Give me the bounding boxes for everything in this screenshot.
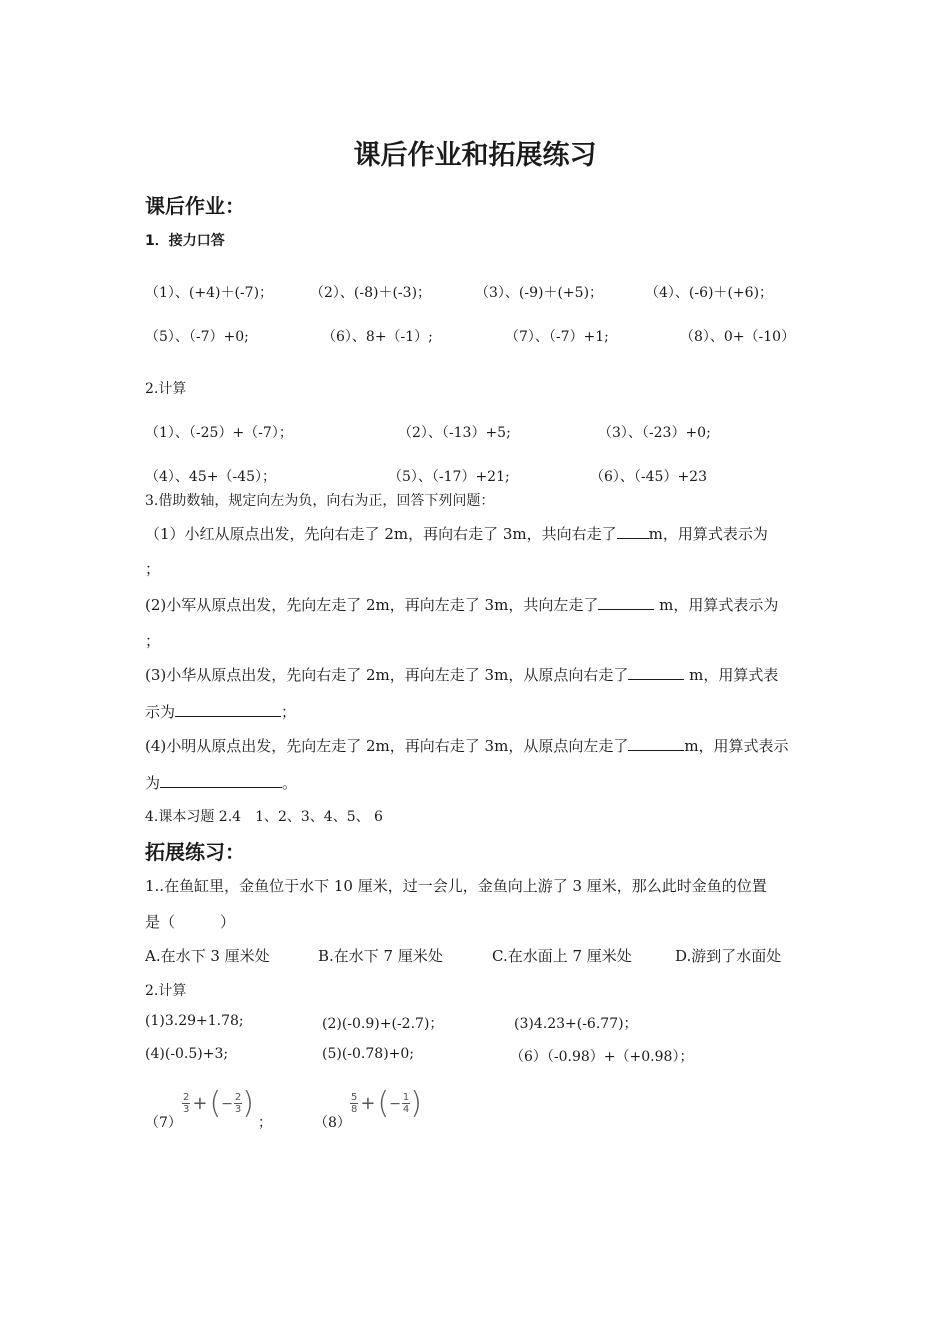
ext-q2-item-7-label: （7） — [145, 1115, 182, 1131]
ext-q2-item-7-sep: ； — [258, 1115, 272, 1131]
hw-q3-p2-end: ； — [145, 632, 161, 650]
fraction: $\frac{2}{3}$ — [234, 1092, 242, 1115]
hw-q1-item-4: （4）、(-6)＋(+6)； — [645, 285, 774, 301]
right-paren: ) — [410, 1085, 423, 1121]
hw-q1-item-2: （2）、(-8)＋(-3)； — [310, 285, 432, 301]
left-paren: ( — [377, 1085, 390, 1121]
ext-q1-option-b: B.在水下 7 厘米处 — [318, 947, 443, 965]
hw-q3-p4-text-b: m，用算式表示 — [684, 737, 789, 755]
hw-q3-p3-text-d: ； — [281, 703, 297, 721]
hw-q1-item-7: （7）、（-7）+1; — [505, 329, 609, 345]
hw-q1-item-6: （6）、8+（-1）; — [322, 329, 433, 345]
homework-heading: 课后作业： — [145, 194, 245, 218]
right-paren: ) — [242, 1085, 255, 1121]
hw-q3-part-4-cont — [145, 772, 297, 793]
hw-q2-title: 2.计算 — [145, 381, 187, 397]
ext-q2-item-3: (3)4.23+(-6.77)； — [514, 1016, 638, 1032]
ext-q1-option-d: D.游到了水面处 — [675, 947, 782, 965]
ext-q1-option-c: C.在水面上 7 厘米处 — [492, 947, 632, 965]
hw-q3-p1-text-a: （1）小红从原点出发，先向右走了 2m，再向右走了 3m，共向右走了 — [145, 525, 617, 543]
hw-q2-item-2: （2）、（-13）+5; — [398, 425, 511, 441]
answer-blank[interactable] — [628, 664, 684, 680]
ext-q2-item-8-formula: $\frac{5}{8}$ + ( − $\frac{1}{4}$ ) — [351, 1085, 423, 1121]
ext-q1-option-a: A.在水下 3 厘米处 — [145, 947, 270, 965]
hw-q2-item-1: （1）、（-25）+（-7）； — [145, 425, 293, 441]
fraction: $\frac{1}{4}$ — [402, 1092, 410, 1115]
hw-q3-part-3 — [145, 664, 778, 685]
ext-q2-item-2: (2)(-0.9)+(-2.7)； — [322, 1016, 444, 1032]
ext-q2-item-1: (1)3.29+1.78; — [145, 1013, 244, 1029]
extension-heading: 拓展练习： — [145, 840, 245, 864]
ext-q2-item-4: (4)(-0.5)+3; — [145, 1046, 229, 1062]
ext-q2-title: 2.计算 — [145, 983, 187, 999]
hw-q3-p4-text-a: (4)小明从原点出发，先向左走了 2m，再向右走了 3m，从原点向左走了 — [145, 737, 629, 755]
hw-q2-item-3: （3）、（-23）+0; — [598, 425, 711, 441]
hw-q2-item-5: （5）、（-17）+21; — [388, 469, 510, 485]
hw-q3-part-3-cont — [145, 701, 296, 722]
hw-q3-p2-text-a: (2)小军从原点出发，先向左走了 2m，再向左走了 3m，共向左走了 — [145, 596, 599, 614]
ext-q2-item-7-formula: $\frac{2}{3}$ + ( − $\frac{2}{3}$ ) — [183, 1085, 255, 1121]
hw-q3-part-1 — [145, 523, 768, 544]
hw-q3-p4-text-d: 。 — [282, 774, 298, 792]
left-paren: ( — [209, 1085, 222, 1121]
page-title: 课后作业和拓展练习 — [353, 140, 597, 171]
hw-q3-p1-text-b: m，用算式表示为 — [648, 525, 768, 543]
fraction: $\frac{5}{8}$ — [351, 1092, 358, 1115]
hw-q1-item-1: （1）、(+4)＋(-7)； — [145, 285, 274, 301]
hw-q1-item-8: （8）、0+（-10） — [680, 329, 796, 345]
ext-q1-text: 1..在鱼缸里，金鱼位于水下 10 厘米，过一会儿，金鱼向上游了 3 厘米，那么此时金鱼的位置 — [145, 877, 767, 895]
hw-q1-item-5: （5）、（-7）+0; — [145, 329, 249, 345]
answer-blank[interactable] — [160, 772, 282, 788]
ext-q2-item-5: (5)(-0.78)+0; — [322, 1046, 415, 1062]
hw-q4: 4.课本习题 2.4 1、2、3、4、5、 6 — [145, 809, 383, 825]
hw-q3-part-2 — [145, 594, 778, 615]
hw-q3-p3-text-a: (3)小华从原点出发，先向右走了 2m，再向左走了 3m，从原点向右走了 — [145, 666, 629, 684]
hw-q1-title: 1．接力口答 — [145, 233, 225, 249]
fraction: $\frac{2}{3}$ — [183, 1092, 190, 1115]
hw-q3-part-4 — [145, 735, 789, 756]
hw-q3-title: 3.借助数轴，规定向左为负，向右为正，回答下列问题： — [145, 493, 495, 509]
ext-q2-item-6: （6）（-0.98）+（+0.98）； — [510, 1049, 694, 1065]
hw-q3-p2-text-b: m，用算式表示为 — [654, 596, 779, 614]
hw-q3-p3-text-b: m，用算式表 — [684, 666, 779, 684]
answer-blank[interactable] — [628, 735, 684, 751]
ext-q2-item-8-label: （8） — [314, 1115, 351, 1131]
hw-q2-item-6: （6）、（-45）+23 — [590, 469, 707, 485]
answer-blank[interactable] — [175, 701, 281, 717]
ext-q1-text-cont: 是（ ） — [145, 913, 236, 931]
hw-q3-p3-text-c: 示为 — [145, 703, 176, 721]
hw-q3-p4-text-c: 为 — [145, 774, 161, 792]
hw-q3-p1-end: ； — [145, 560, 161, 578]
hw-q2-item-4: （4）、45+（-45）； — [145, 469, 276, 485]
hw-q1-item-3: （3）、(-9)＋(+5)； — [475, 285, 604, 301]
answer-blank[interactable] — [617, 523, 649, 539]
answer-blank[interactable] — [598, 594, 654, 610]
